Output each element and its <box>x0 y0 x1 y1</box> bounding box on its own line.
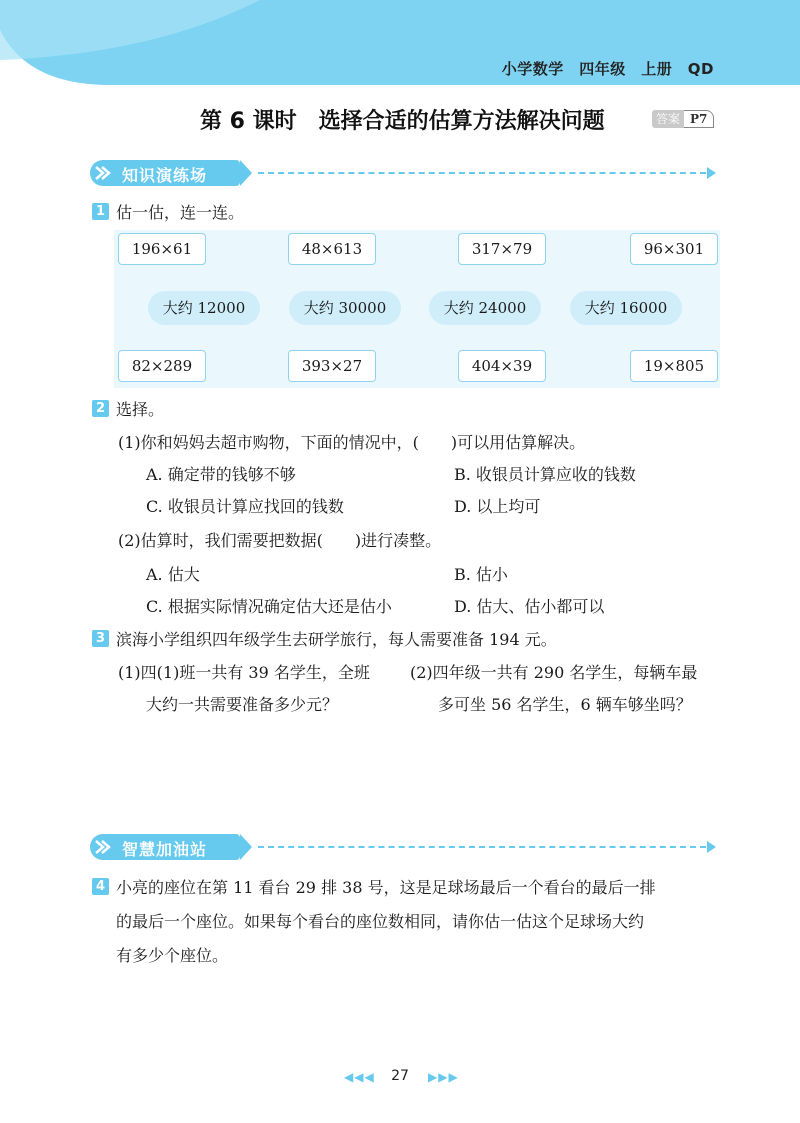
approx-oval-2[interactable]: 大约 30000 <box>289 291 401 325</box>
option-c[interactable]: C. 收银员计算应找回的钱数 <box>146 497 344 516</box>
approx-oval-3[interactable]: 大约 24000 <box>429 291 541 325</box>
option-b[interactable]: B. 收银员计算应收的钱数 <box>454 465 636 484</box>
calc-box-bottom-1[interactable]: 82×289 <box>118 350 206 382</box>
option-a[interactable]: A. 估大 <box>146 565 200 584</box>
sub-question-2-line-1: (2)四年级一共有 290 名学生，每辆车最 <box>410 663 698 682</box>
double-arrow-icon <box>94 164 112 182</box>
question-number: 1 <box>92 203 109 220</box>
question-number: 4 <box>92 878 109 895</box>
answer-label: 答案 <box>652 110 684 128</box>
question-stem: 估一估，连一连。 <box>116 203 245 222</box>
sub-question-2-line-2: 多可坐 56 名学生，6 辆车够坐吗？ <box>438 695 692 714</box>
option-c[interactable]: C. 根据实际情况确定估大还是估小 <box>146 597 392 616</box>
sub-question-1-line-2: 大约一共需要准备多少元？ <box>146 695 339 714</box>
option-b[interactable]: B. 估小 <box>454 565 508 584</box>
arrow-end-icon <box>707 167 716 179</box>
option-d[interactable]: D. 以上均可 <box>454 497 541 516</box>
section-title: 智慧加油站 <box>122 840 208 859</box>
lesson-number: 第 6 课时 <box>200 109 297 134</box>
lesson-topic: 选择合适的估算方法解决问题 <box>318 109 605 134</box>
calc-box-bottom-4[interactable]: 19×805 <box>630 350 718 382</box>
sub-question-stem: (2)估算时，我们需要把数据( )进行凑整。 <box>118 531 442 550</box>
question-stem: 滨海小学组织四年级学生去研学旅行，每人需要准备 194 元。 <box>116 630 557 649</box>
question-line-2: 的最后一个座位。如果每个看台的座位数相同，请你估一估这个足球场大约 <box>116 912 645 931</box>
option-a[interactable]: A. 确定带的钱够不够 <box>146 465 296 484</box>
question-line-3: 有多少个座位。 <box>116 946 229 965</box>
section-header-practice <box>90 160 716 186</box>
calc-box-bottom-2[interactable]: 393×27 <box>288 350 376 382</box>
calc-box-top-4[interactable]: 96×301 <box>630 233 718 265</box>
question-line-1: 小亮的座位在第 11 看台 29 排 38 号，这是足球场最后一个看台的最后一排 <box>116 878 656 897</box>
section-header-challenge <box>90 834 716 860</box>
section-title: 知识演练场 <box>122 166 208 185</box>
question-number: 3 <box>92 630 109 647</box>
question-number: 2 <box>92 400 109 417</box>
approx-oval-1[interactable]: 大约 12000 <box>148 291 260 325</box>
question-stem: 选择。 <box>116 400 165 419</box>
calc-box-top-3[interactable]: 317×79 <box>458 233 546 265</box>
prev-arrows-icon: ◀◀◀ <box>344 1070 375 1084</box>
calc-box-top-1[interactable]: 196×61 <box>118 233 206 265</box>
page-title <box>200 104 605 135</box>
double-arrow-icon <box>94 838 112 856</box>
approx-oval-4[interactable]: 大约 16000 <box>570 291 682 325</box>
arrow-end-icon <box>707 841 716 853</box>
answer-tag <box>652 110 714 128</box>
calc-box-bottom-3[interactable]: 404×39 <box>458 350 546 382</box>
answer-page: P7 <box>684 110 714 128</box>
book-label: 小学数学 四年级 上册 QD <box>501 60 714 78</box>
calc-box-top-2[interactable]: 48×613 <box>288 233 376 265</box>
sub-question-1-line-1: (1)四(1)班一共有 39 名学生，全班 <box>118 663 370 682</box>
sub-question-stem: (1)你和妈妈去超市购物，下面的情况中，( )可以用估算解决。 <box>118 433 586 452</box>
next-arrows-icon: ▶▶▶ <box>428 1070 459 1084</box>
page-number: 27 <box>391 1068 409 1084</box>
option-d[interactable]: D. 估大、估小都可以 <box>454 597 605 616</box>
